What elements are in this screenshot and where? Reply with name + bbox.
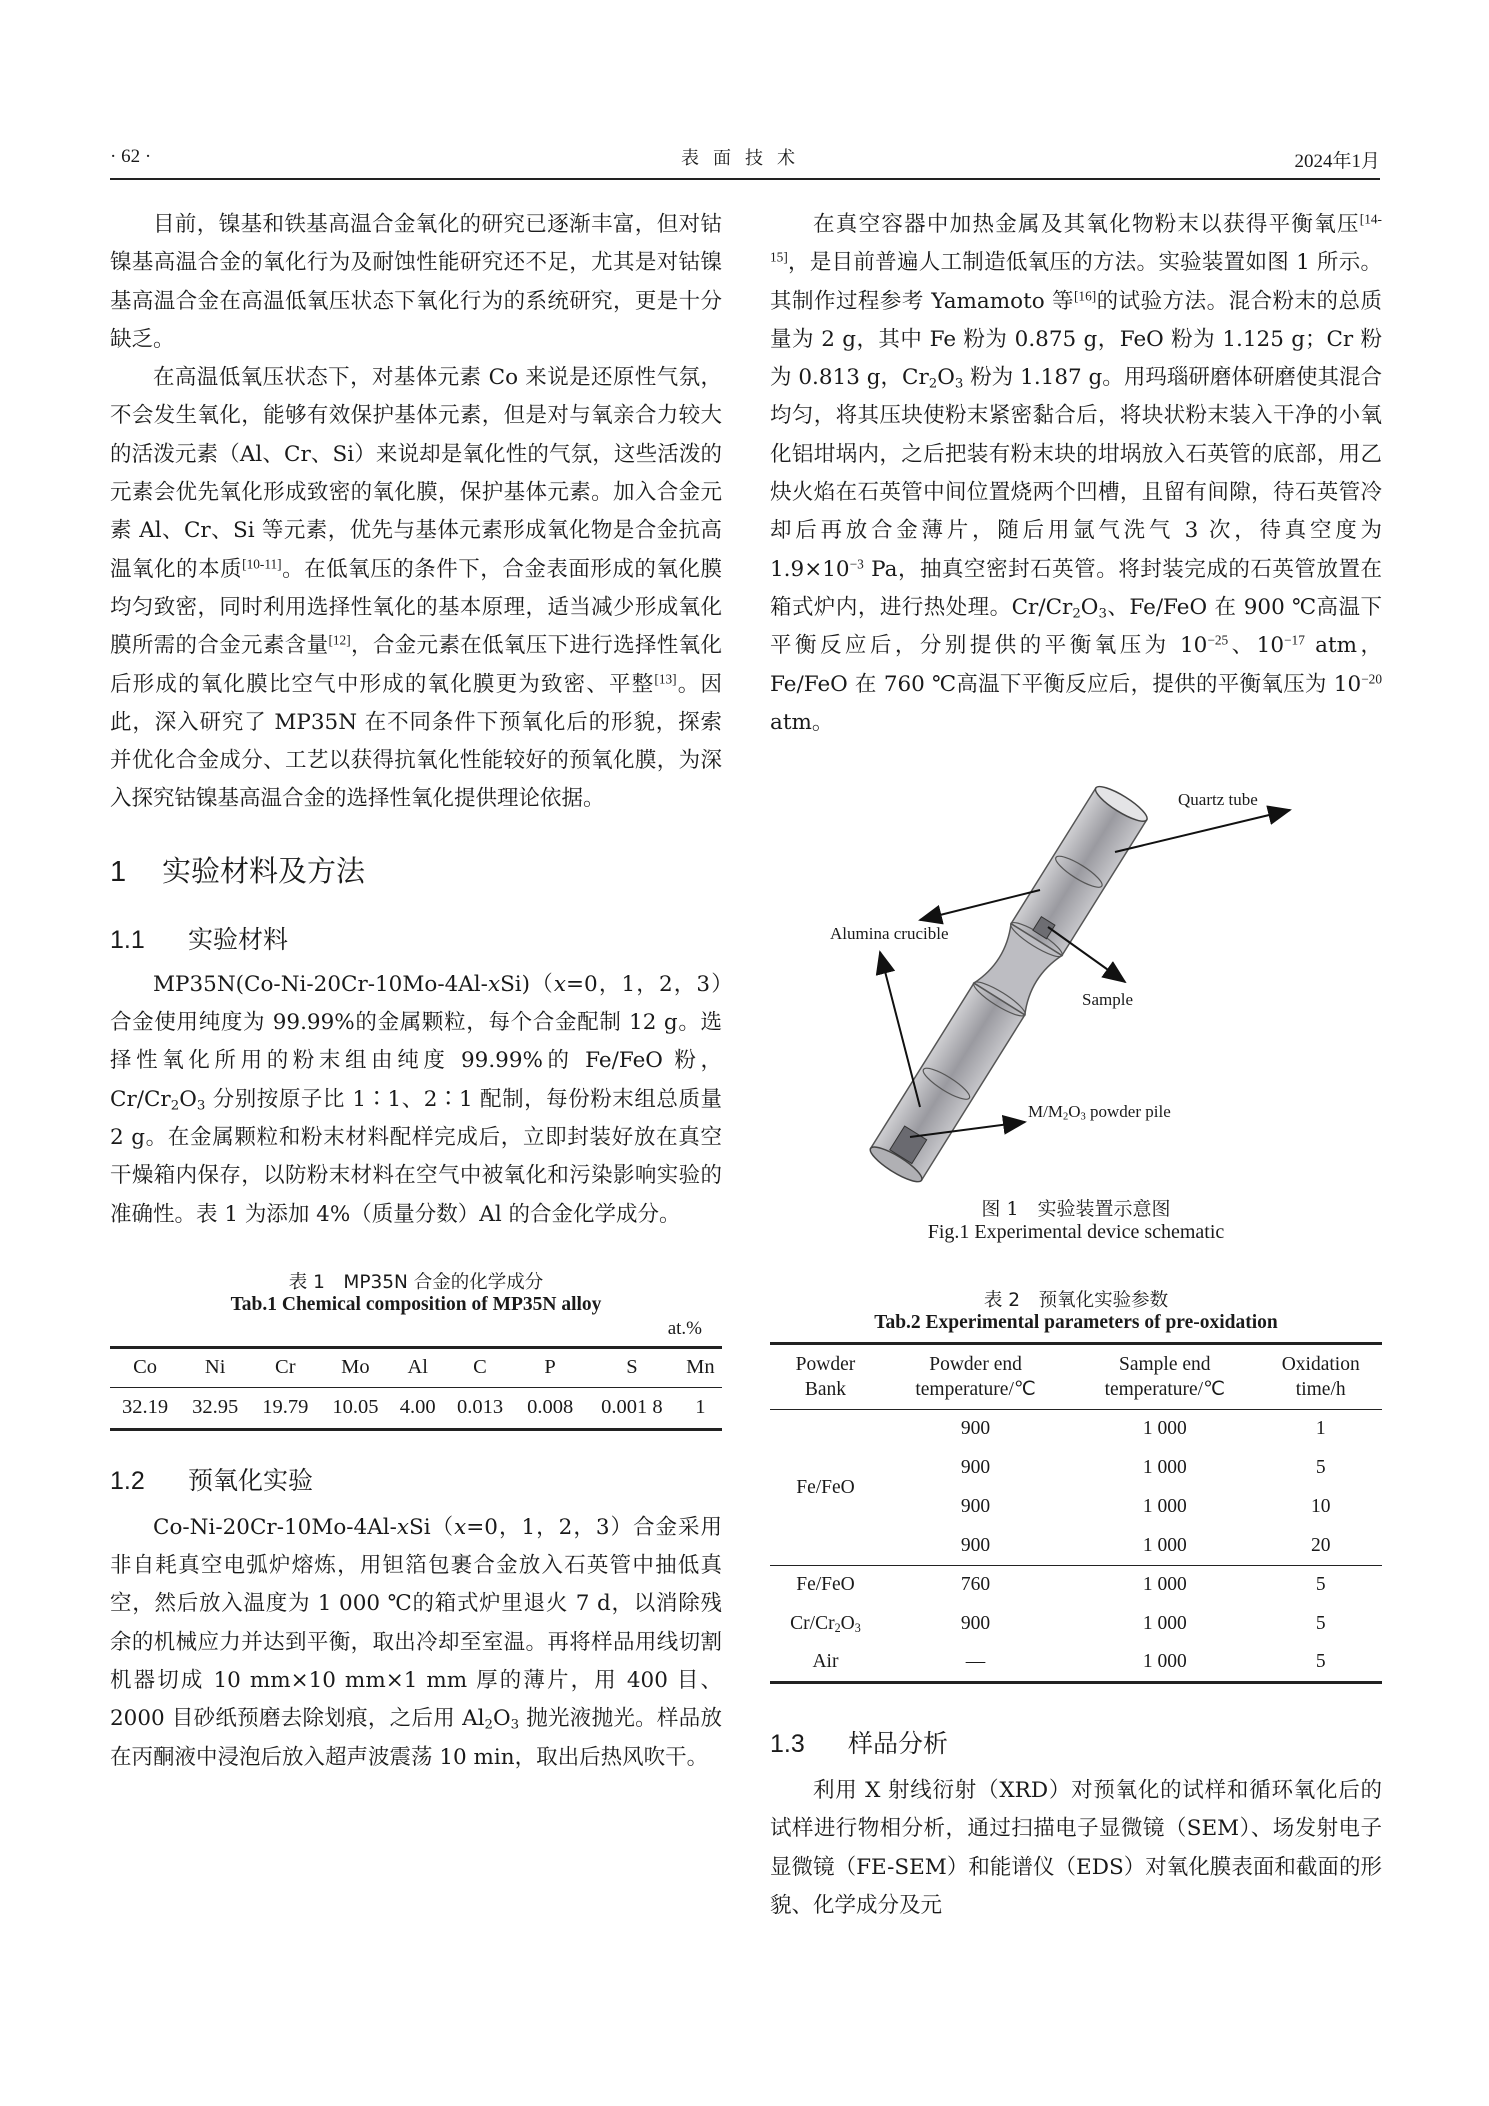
powder-bank-cell: Fe/FeO: [796, 1476, 855, 1498]
table-cell: 900: [960, 1418, 991, 1440]
table-cell: 32.95: [192, 1396, 239, 1419]
table-cell: 1 000: [1142, 1613, 1187, 1635]
table-cell: 1 000: [1142, 1534, 1187, 1556]
table-cell: 1 000: [1142, 1574, 1187, 1596]
table-cell: 1 000: [1142, 1418, 1187, 1440]
paragraph-intro-1: 目前，镍基和铁基高温合金氧化的研究已逐渐丰富，但对钴镍基高温合金的氧化行为及耐蚀性能研究还不足，尤其是对钴镍基高温合金在高温低氧压状态下氧化行为的系统研究，更是十分缺乏。: [110, 212, 722, 352]
figure-1: [770, 762, 1382, 1202]
paragraph-materials: MP35N(Co-Ni-20Cr-10Mo-4Al-xSi)（x=0，1，2，3）合金使用纯度为 99.99%的金属颗粒，每个合金配制 12 g。选择性氧化所用的粉末组由纯度 99.99%的 Fe/FeO 粉，$Cr/Cr_2O_3$ 分别按原子比 1∶1、2∶1 配制，每份粉末组总质量 2 g。在金属颗粒和粉末材料配样完成后，立即封装好放在真空干燥箱内保存，以防粉末材料在空气中被氧化和污染影响实验的准确性。表 1 为添加 4%（质量分数）Al 的合金化学成分。: [110, 971, 722, 1227]
table-row: [770, 1566, 1382, 1605]
page-number: · 62 ·: [110, 146, 152, 167]
section-heading-1: 1 实验材料及方法: [110, 853, 366, 888]
section-heading-1-3: 1.3 样品分析: [770, 1729, 949, 1759]
citation[interactable]: [13]: [654, 671, 677, 687]
section-heading-1-1: 1.1 实验材料: [110, 924, 289, 954]
table-header-row: [110, 1347, 722, 1387]
table-cell: 1 000: [1142, 1651, 1187, 1673]
column-header: Powder Bank: [795, 1354, 856, 1401]
powder-bank-cell: $Cr/Cr_2O_3$: [790, 1613, 861, 1636]
table-2-caption-en: Tab.2 Experimental parameters of pre-oxidation: [874, 1312, 1278, 1334]
paragraph-preoxidation: Co-Ni-20Cr-10Mo-4Al-xSi（x=0，1，2，3）合金采用非自耗真空电弧炉熔炼，用钽箔包裹合金放入石英管中抽低真空，然后放入温度为 1 000 ℃的箱式炉里退火 7 d，以消除残余的机械应力并达到平衡，取出冷却至室温。再将样品用线切割机器切成 10 mm×10 mm×1 mm 厚的薄片，用 400 目、2000 目砂纸预磨去除划痕，之后用 $Al_2O_3$ 抛光液抛光。样品放在丙酮液中浸泡后放入超声波震荡 10 min，取出后热风吹干。: [110, 1514, 722, 1770]
citation[interactable]: [14-15]: [770, 211, 1382, 265]
table-cell: 32.19: [121, 1396, 169, 1419]
column-header: P: [544, 1356, 556, 1379]
column-header: S: [626, 1356, 638, 1379]
figure-1-caption-cn: 图 1 实验装置示意图: [981, 1198, 1171, 1221]
table-cell: 10: [1310, 1496, 1331, 1518]
table-cell: —: [965, 1651, 986, 1673]
table-cell: 5: [1315, 1613, 1326, 1635]
table-2: [770, 1286, 1382, 1684]
column-header: Powder end temperature/℃: [915, 1354, 1036, 1401]
column-header: Cr: [275, 1356, 296, 1379]
table-cell: 1 000: [1142, 1457, 1187, 1479]
powder-bank-cell: Fe/FeO: [796, 1574, 855, 1596]
header-rule: [110, 178, 1380, 180]
table-cell: 1 000: [1142, 1496, 1187, 1518]
table-cell: 4.00: [399, 1396, 436, 1419]
quartz-tube-icon: [866, 781, 1151, 1187]
table-cell: 0.008: [527, 1396, 574, 1419]
paragraph-analysis: 利用 X 射线衍射（XRD）对预氧化的试样和循环氧化后的试样进行物相分析，通过扫描电子显微镜（SEM）、场发射电子显微镜（FE-SEM）和能谱仪（EDS）对氧化膜表面和截面的形貌、化学成分及元: [770, 1778, 1382, 1919]
table-row: [770, 1605, 1382, 1644]
journal-title: 表面技术: [681, 148, 809, 169]
paragraph-method: 在真空容器中加热金属及其氧化物粉末以获得平衡氧压[14-15]，是目前普遍人工制造低氧压的方法。实验装置如图 1 所示。其制作过程参考 Yamamoto 等[16]的试验方法。混合粉末的总质量为 2 g，其中 Fe 粉为 0.875 g，FeO 粉为 1.125 g；Cr 粉为 0.813 g，$Cr_2O_3$ 粉为 1.187 g。用玛瑙研磨体研磨使其混合均匀，将其压块使粉末紧密黏合后，将块状粉末装入干净的小氧化铝坩埚内，之后把装有粉末块的坩埚放入石英管的底部，用乙炔火焰在石英管中间位置烧两个凹槽，且留有间隙，待石英管冷却后再放合金薄片，随后用氩气洗气 3 次，待真空度为 $1.9\times 10^{-3}$ Pa，抽真空密封石英管。将封装完成的石英管放置在箱式炉内，进行热处理。$Cr/Cr_2O_3$、Fe/FeO 在 900 ℃高温下平衡反应后，分别提供的平衡氧压为 $10^{-25}$、$10^{-17}$ atm，Fe/FeO 在 760 ℃高温下平衡反应后，提供的平衡氧压为 $10^{-20}$ atm。: [770, 211, 1383, 735]
table-row: [770, 1644, 1382, 1683]
table-cell: 10.05: [332, 1396, 379, 1419]
column-header: Mn: [686, 1356, 715, 1379]
table-1-caption-en: Tab.1 Chemical composition of MP35N alloy: [230, 1293, 602, 1315]
citation[interactable]: [16]: [1073, 288, 1097, 304]
column-header: C: [473, 1356, 487, 1379]
table-cell: 5: [1315, 1457, 1326, 1479]
table-cell: 0.013: [456, 1396, 504, 1419]
table-cell: 900: [960, 1457, 991, 1479]
section-heading-1-2: 1.2 预氧化实验: [110, 1465, 314, 1495]
table-1: [110, 1268, 722, 1431]
figure-1-caption-en: Fig.1 Experimental device schematic: [927, 1221, 1225, 1244]
citation[interactable]: [12]: [328, 632, 351, 648]
experimental-device-schematic: [770, 762, 1382, 1202]
table-1-caption-cn: 表 1 MP35N 合金的化学成分: [288, 1271, 544, 1293]
table-row: [110, 1387, 722, 1429]
pre-oxidation-parameters-table: [770, 1342, 1382, 1684]
table-cell: 760: [960, 1574, 991, 1596]
column-header: Ni: [204, 1356, 226, 1379]
running-header: [110, 140, 1380, 176]
issue-date: 2024年1月: [1294, 151, 1380, 172]
table-cell: 20: [1310, 1534, 1331, 1556]
arrow-alumina-lower: [880, 952, 920, 1107]
table-row: [770, 1410, 1382, 1449]
label-quartz-tube: Quartz tube: [1178, 790, 1258, 810]
column-header: Al: [407, 1356, 428, 1379]
column-header: Oxidation time/h: [1281, 1354, 1360, 1401]
table-cell: 0.001 8: [601, 1396, 663, 1419]
table-cell: 900: [960, 1534, 991, 1556]
composition-table: [110, 1346, 722, 1431]
left-column: [110, 206, 722, 1777]
label-sample: Sample: [1082, 990, 1133, 1010]
table-cell: 1: [695, 1396, 706, 1419]
table-cell: 900: [960, 1496, 991, 1518]
label-alumina-crucible: Alumina crucible: [830, 924, 949, 944]
paragraph-intro-2: 在高温低氧压状态下，对基体元素 Co 来说是还原性气氛，不会发生氧化，能够有效保护基体元素，但是对与氧亲合力较大的活泼元素（Al、Cr、Si）来说却是氧化性的气氛，这些活泼的元素会优先氧化形成致密的氧化膜，保护基体元素。加入合金元素 Al、Cr、Si 等元素，优先与基体元素形成氧化物是合金抗高温氧化的本质[10-11]。在低氧压的条件下，合金表面形成的氧化膜均匀致密，同时利用选择性氧化的基本原理，适当减少形成氧化膜所需的合金元素含量[12]，合金元素在低氧压下进行选择性氧化后形成的氧化膜比空气中形成的氧化膜更为致密、平整[13]。因此，深入研究了 MP35N 在不同条件下预氧化后的形貌，探索并优化合金成分、工艺以获得抗氧化性能较好的预氧化膜，为深入探究钴镍基高温合金的选择性氧化提供理论依据。: [110, 365, 722, 812]
right-column: [770, 206, 1382, 1925]
column-header: Co: [133, 1356, 158, 1379]
table-cell: 5: [1315, 1651, 1326, 1673]
column-header: Mo: [341, 1356, 370, 1379]
table-cell: 5: [1315, 1574, 1326, 1596]
table-2-caption-cn: 表 2 预氧化实验参数: [983, 1290, 1169, 1312]
table-cell: 900: [960, 1613, 991, 1635]
label-powder-pile: $M/M_2O_3$ powder pile: [1028, 1102, 1171, 1123]
table-1-unit: at.%: [667, 1317, 702, 1339]
column-header: Sample end temperature/℃: [1104, 1354, 1225, 1401]
table-cell: 19.79: [262, 1396, 309, 1419]
table-header-row: [770, 1344, 1382, 1410]
powder-bank-cell: Air: [812, 1651, 839, 1673]
citation[interactable]: [10-11]: [242, 556, 282, 572]
table-cell: 1: [1315, 1418, 1326, 1440]
